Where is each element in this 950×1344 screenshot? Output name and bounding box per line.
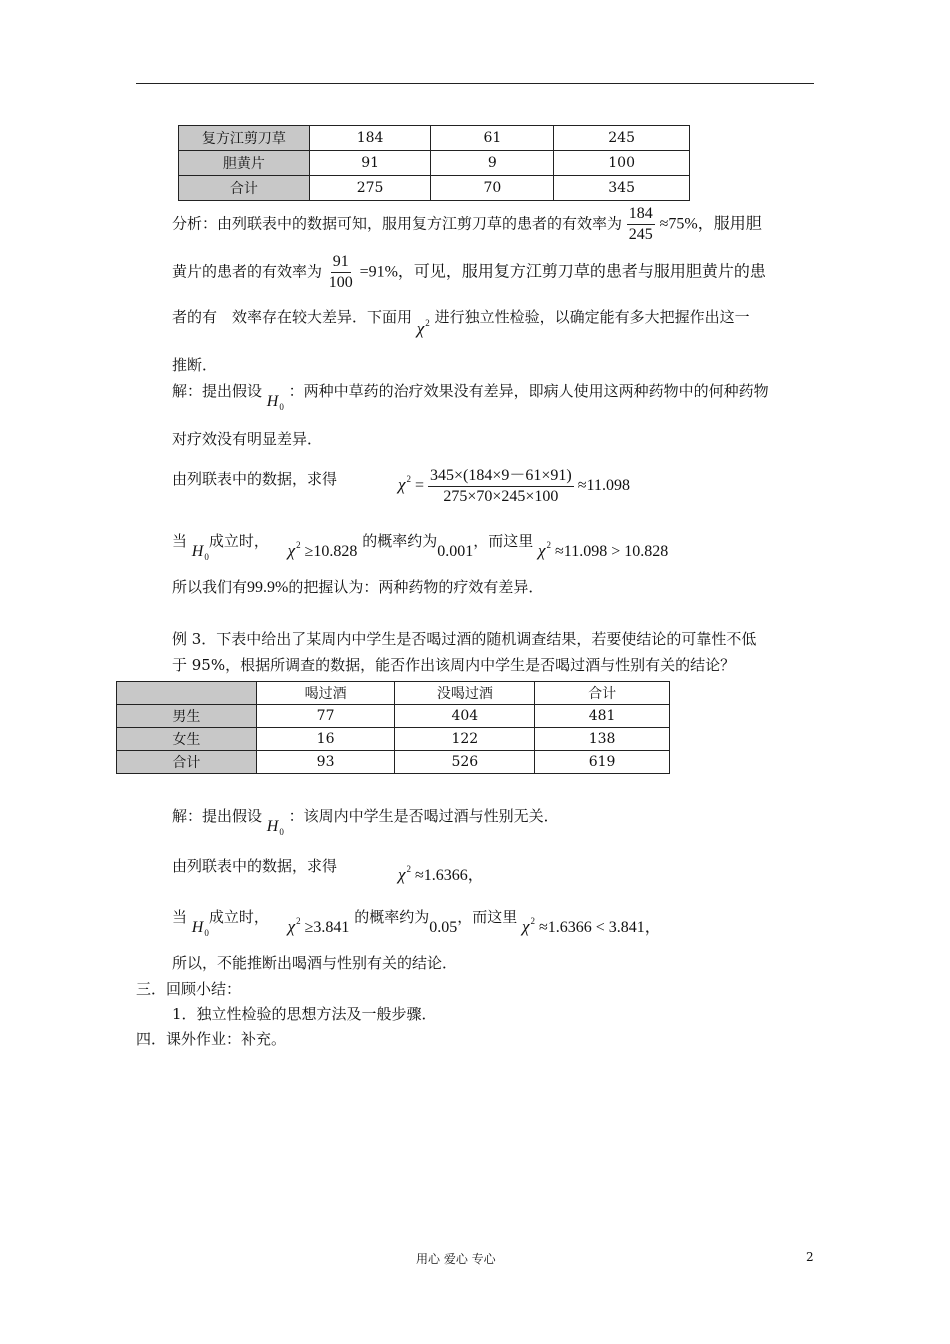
chi-squared-formula: $\chi^2$ = $\frac{345\times(184\times 9-61\times 91)}{275\times 70\times 245\times 100}$ ≈11.098 <box>398 467 630 505</box>
solution-line-4: 当 $H_0$成立时， $\chi^2 \ge 10.828$ 的概率约为0.001，而这里 $\chi^2 \approx 11.098 > 10.828$ <box>172 532 669 562</box>
table-row: 胆黄片 91 9 100 <box>179 151 690 176</box>
analysis-line-3: 者的有 效率存在较大差异．下面用 $\chi^2$ 进行独立性检验，以确定能有多大把握作出这一 <box>172 308 750 338</box>
example-3-line-2: 于 95%，根据所调查的数据，能否作出该周内中学生是否喝过酒与性别有关的结论？ <box>172 656 736 674</box>
analysis-line-4: 推断． <box>172 356 218 374</box>
h0-symbol: $H_0$ <box>266 393 284 412</box>
solution2-line-1: 解：提出假设 $H_0$ ：该周内中学生是否喝过酒与性别无关． <box>172 807 559 837</box>
footer-motto: 用心 爱心 专心 <box>416 1252 496 1266</box>
table-row: 喝过酒 没喝过酒 合计 <box>117 682 670 705</box>
solution-line-1: 解：提出假设 $H_0$ ：两种中草药的治疗效果没有差异，即病人使用这两种药物中的何种药物 <box>172 382 769 412</box>
review-item-1: 1．独立性检验的思想方法及一般步骤． <box>172 1005 437 1023</box>
solution2-line-3: 当 $H_0$成立时， $\chi^2 \ge 3.841$ 的概率约为0.05，而这里 $\chi^2 \approx 1.6366 < 3.841$， <box>172 908 661 938</box>
table-row: 男生 77 404 481 <box>117 705 670 728</box>
fraction-91-100: $\frac{91}{100}$ <box>328 253 353 291</box>
solution-line-3: 由列联表中的数据，求得 <box>172 470 338 488</box>
page-number: 2 <box>806 1250 814 1264</box>
example-3-line-1: 例 3．下表中给出了某周内中学生是否喝过酒的随机调查结果，若要使结论的可靠性不低 <box>172 630 757 648</box>
review-heading: 三．回顾小结： <box>136 980 242 998</box>
contingency-table-herbs <box>178 125 690 201</box>
table-row: 合计 93 526 619 <box>117 751 670 774</box>
table-row: 女生 16 122 138 <box>117 728 670 751</box>
fraction-184-245: $\frac{184}{245}$ <box>628 205 653 243</box>
table-row: 合计 275 70 345 <box>179 176 690 201</box>
solution2-line-4: 所以，不能推断出喝酒与性别有关的结论． <box>172 954 458 972</box>
chi-squared-result: $\chi^2 \approx 1.6366$， <box>398 864 484 884</box>
header-rule <box>136 83 814 84</box>
solution-line-2: 对疗效没有明显差异． <box>172 430 323 448</box>
table-row: 复方江剪刀草 184 61 245 <box>179 126 690 151</box>
solution2-line-2: 由列联表中的数据，求得 <box>172 857 338 875</box>
analysis-line-2: 黄片的患者的有效率为 $\frac{91}{100}$ =91%，可见，服用复方江剪刀草的患者与服用胆黄片的患 <box>172 253 766 291</box>
solution-line-5: 所以我们有99.9%的把握认为：两种药物的疗效有差异． <box>172 578 544 596</box>
analysis-line-1: 分析：由列联表中的数据可知，服用复方江剪刀草的患者的有效率为 $\frac{184}{245}$ ≈75%，服用胆 <box>172 205 762 243</box>
homework-heading: 四．课外作业：补充。 <box>136 1030 287 1048</box>
contingency-table-drinking <box>116 681 670 774</box>
chi-squared-symbol: $\chi^2$ <box>416 318 430 338</box>
